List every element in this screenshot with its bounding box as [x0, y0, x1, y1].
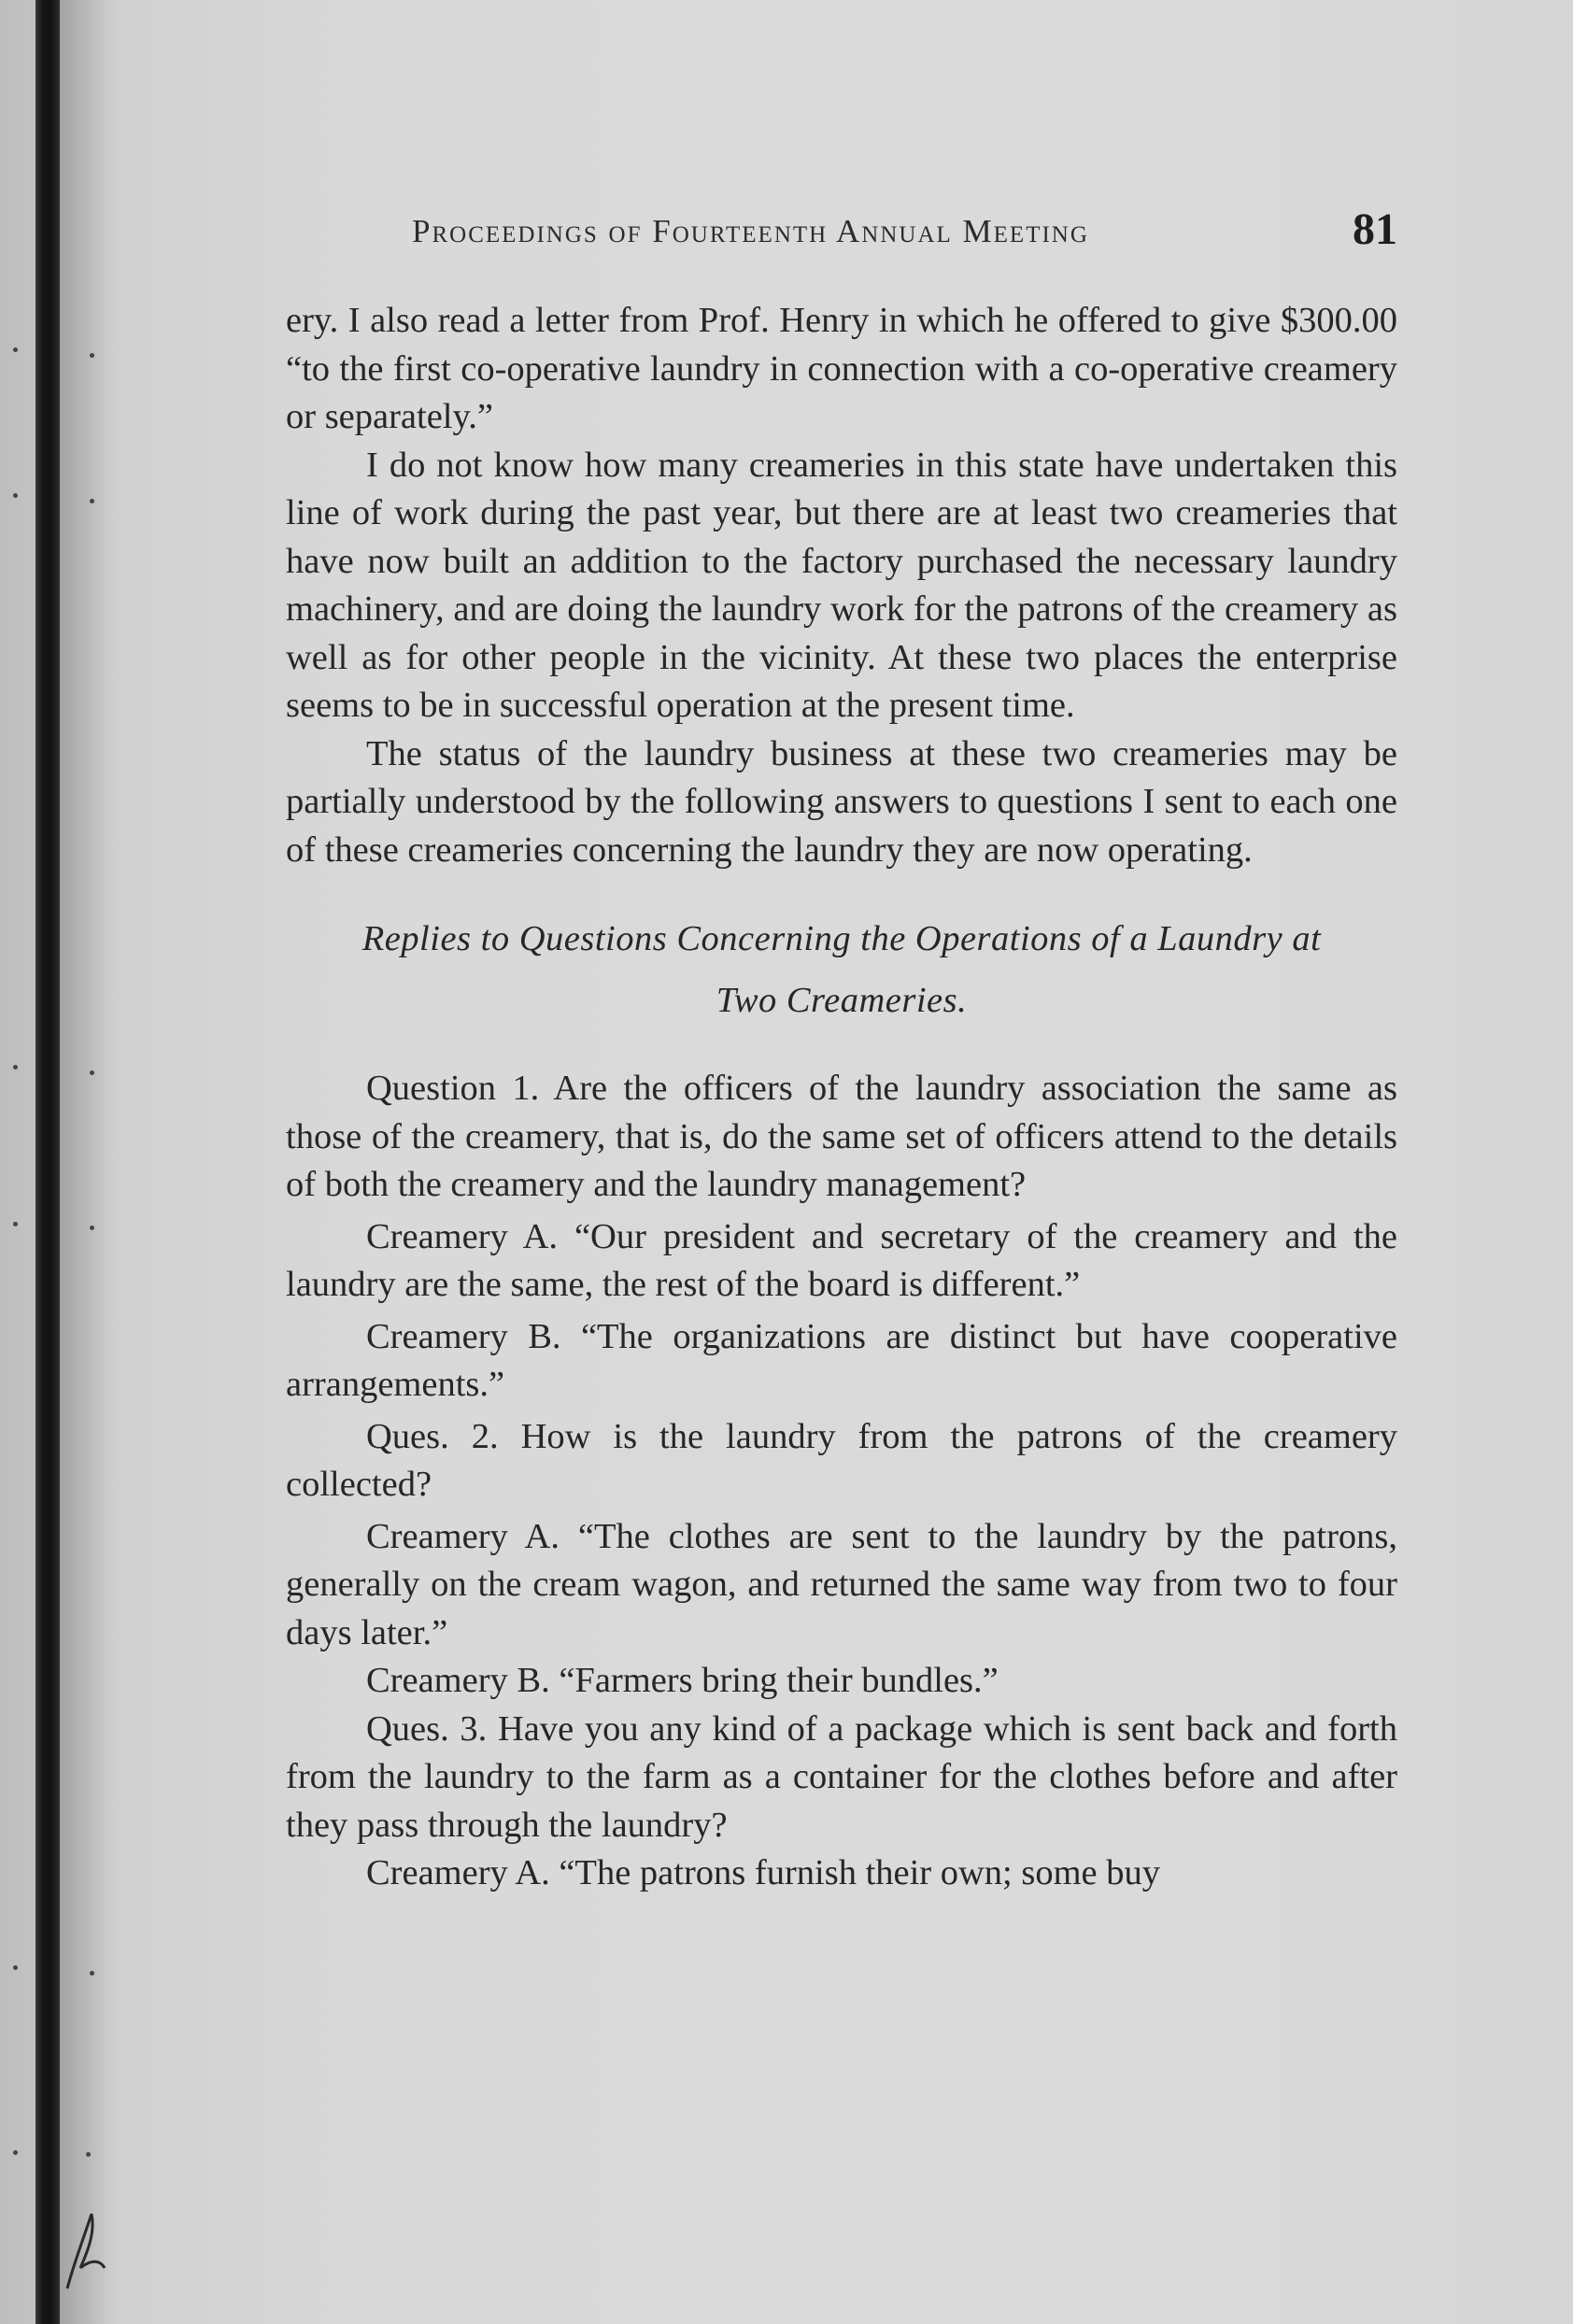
margin-speck	[13, 2150, 18, 2155]
reply-paragraph: Creamery A. “The clothes are sent to the laundry by the patrons, generally on the cream wagon, and returned the same way from two to four days later.”	[286, 1516, 1397, 1652]
margin-speck	[13, 347, 18, 352]
margin-speck	[90, 353, 94, 358]
running-header	[286, 205, 1397, 271]
section-heading	[286, 908, 1397, 1031]
margin-speck	[13, 1965, 18, 1970]
question-paragraph: Question 1. Are the officers of the laundry association the same as those of the creamery, that is, do the same set of officers attend to the details of both the creamery and the laundry management?	[286, 1069, 1397, 1204]
section-heading-line: Replies to Questions Concerning the Operations of a Laundry at	[361, 919, 1322, 958]
margin-speck	[13, 493, 18, 498]
margin-speck	[13, 1065, 18, 1070]
section-heading-line: Two Creameries.	[716, 981, 968, 1020]
reply-paragraph: Creamery A. “Our president and secretary of the creamery and the laundry are the same, the rest of the board is different.”	[286, 1216, 1397, 1304]
margin-speck	[90, 1070, 94, 1075]
margin-speck	[90, 1971, 94, 1976]
reply-paragraph: Creamery B. “Farmers bring their bundles.”	[366, 1661, 999, 1700]
page-number: 81	[1353, 205, 1397, 254]
body-text	[286, 297, 1397, 1898]
margin-speck	[90, 1226, 94, 1230]
binding-shadow	[60, 0, 116, 2324]
paragraph: ery. I also read a letter from Prof. Henry in which he offered to give $300.00 “to the first co-operative laundry in connection with a co-operative creamery or separately.”	[286, 301, 1397, 436]
questions-and-replies	[286, 1065, 1397, 1898]
margin-speck	[90, 499, 94, 503]
question-paragraph: Ques. 2. How is the laundry from the patrons of the creamery collected?	[286, 1416, 1397, 1504]
margin-speck	[13, 1222, 18, 1226]
question-paragraph: Ques. 3. Have you any kind of a package which is sent back and forth from the laundry to the farm as a container for the clothes before and after they pass through the laundry?	[286, 1708, 1397, 1845]
handwritten-mark	[56, 2148, 112, 2298]
reply-paragraph: Creamery B. “The organizations are distinct but have cooperative arrangements.”	[286, 1316, 1397, 1404]
paragraph: The status of the laundry business at these two creameries may be partially understood by the following answers to questions I sent to each one of these creameries concerning the laundry they are now operating.	[286, 733, 1397, 870]
reply-paragraph: Creamery A. “The patrons furnish their own; some buy	[366, 1853, 1161, 1892]
book-binding-edge	[35, 0, 60, 2324]
running-title: Proceedings of Fourteenth Annual Meeting	[412, 213, 1089, 249]
paragraph: I do not know how many creameries in this state have undertaken this line of work during the past year, but there are at least two creameries that have now built an addition to the factory purchased the necessary laundry machinery, and are doing the laundry work for the patrons of the creamery as well as for other people in the vicinity. At these two places the enterprise seems to be in successful operation at the present time.	[286, 445, 1397, 725]
